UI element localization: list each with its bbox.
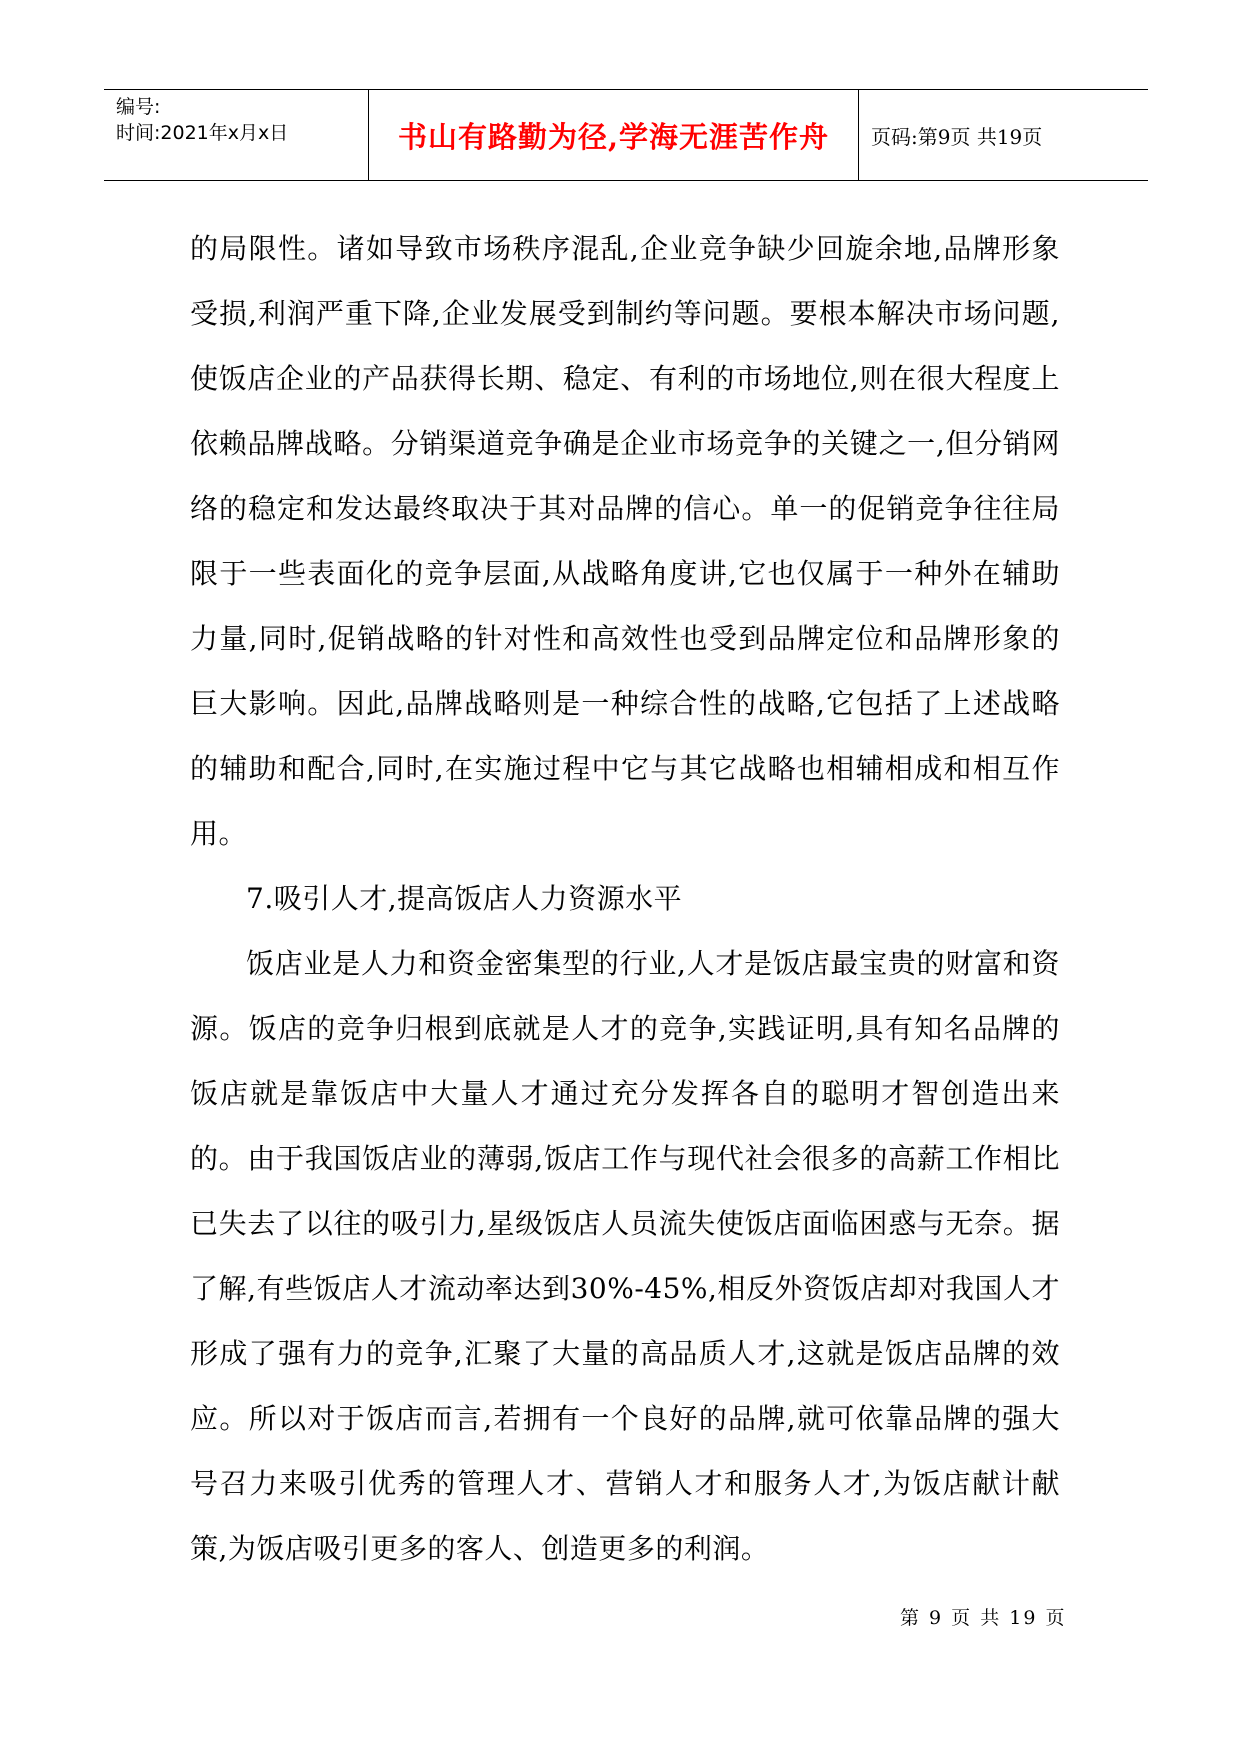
header-motto: 书山有路勤为径,学海无涯苦作舟	[369, 90, 859, 180]
header-meta	[104, 90, 369, 180]
header-page-code: 页码:第9页 共19页	[871, 124, 1043, 149]
document-body	[190, 216, 1060, 1581]
paragraph: 饭店业是人力和资金密集型的行业,人才是饭店最宝贵的财富和资源。饭店的竞争归根到底就是人才的竞争,实践证明,具有知名品牌的饭店就是靠饭店中大量人才通过充分发挥各自的聪明才智创造出来的。由于我国饭店业的薄弱,饭店工作与现代社会很多的高薪工作相比已失去了以往的吸引力,星级饭店人员流失使饭店面临困惑与无奈。据了解,有些饭店人才流动率达到30%-45%,相反外资饭店却对我国人才形成了强有力的竞争,汇聚了大量的高品质人才,这就是饭店品牌的效应。所以对于饭店而言,若拥有一个良好的品牌,就可依靠品牌的强大号召力来吸引优秀的管理人才、营销人才和服务人才,为饭店献计献策,为饭店吸引更多的客人、创造更多的利润。	[190, 947, 1060, 1565]
document-number-label: 编号:	[116, 96, 161, 118]
section-heading: 7.吸引人才,提高饭店人力资源水平	[246, 882, 683, 915]
paragraph: 的局限性。诸如导致市场秩序混乱,企业竞争缺少回旋余地,品牌形象受损,利润严重下降,企业发展受到制约等问题。要根本解决市场问题,使饭店企业的产品获得长期、稳定、有利的市场地位,则在很大程度上依赖品牌战略。分销渠道竞争确是企业市场竞争的关键之一,但分销网络的稳定和发达最终取决于其对品牌的信心。单一的促销竞争往往局限于一些表面化的竞争层面,从战略角度讲,它也仅属于一种外在辅助力量,同时,促销战略的针对性和高效性也受到品牌定位和品牌形象的巨大影响。因此,品牌战略则是一种综合性的战略,它包括了上述战略的辅助和配合,同时,在实施过程中它与其它战略也相辅相成和相互作用。	[190, 232, 1060, 850]
page-footer: 第 9 页 共 19 页	[900, 1607, 1067, 1629]
document-time-label: 时间:2021年x月x日	[116, 122, 289, 144]
page-header	[104, 89, 1148, 181]
